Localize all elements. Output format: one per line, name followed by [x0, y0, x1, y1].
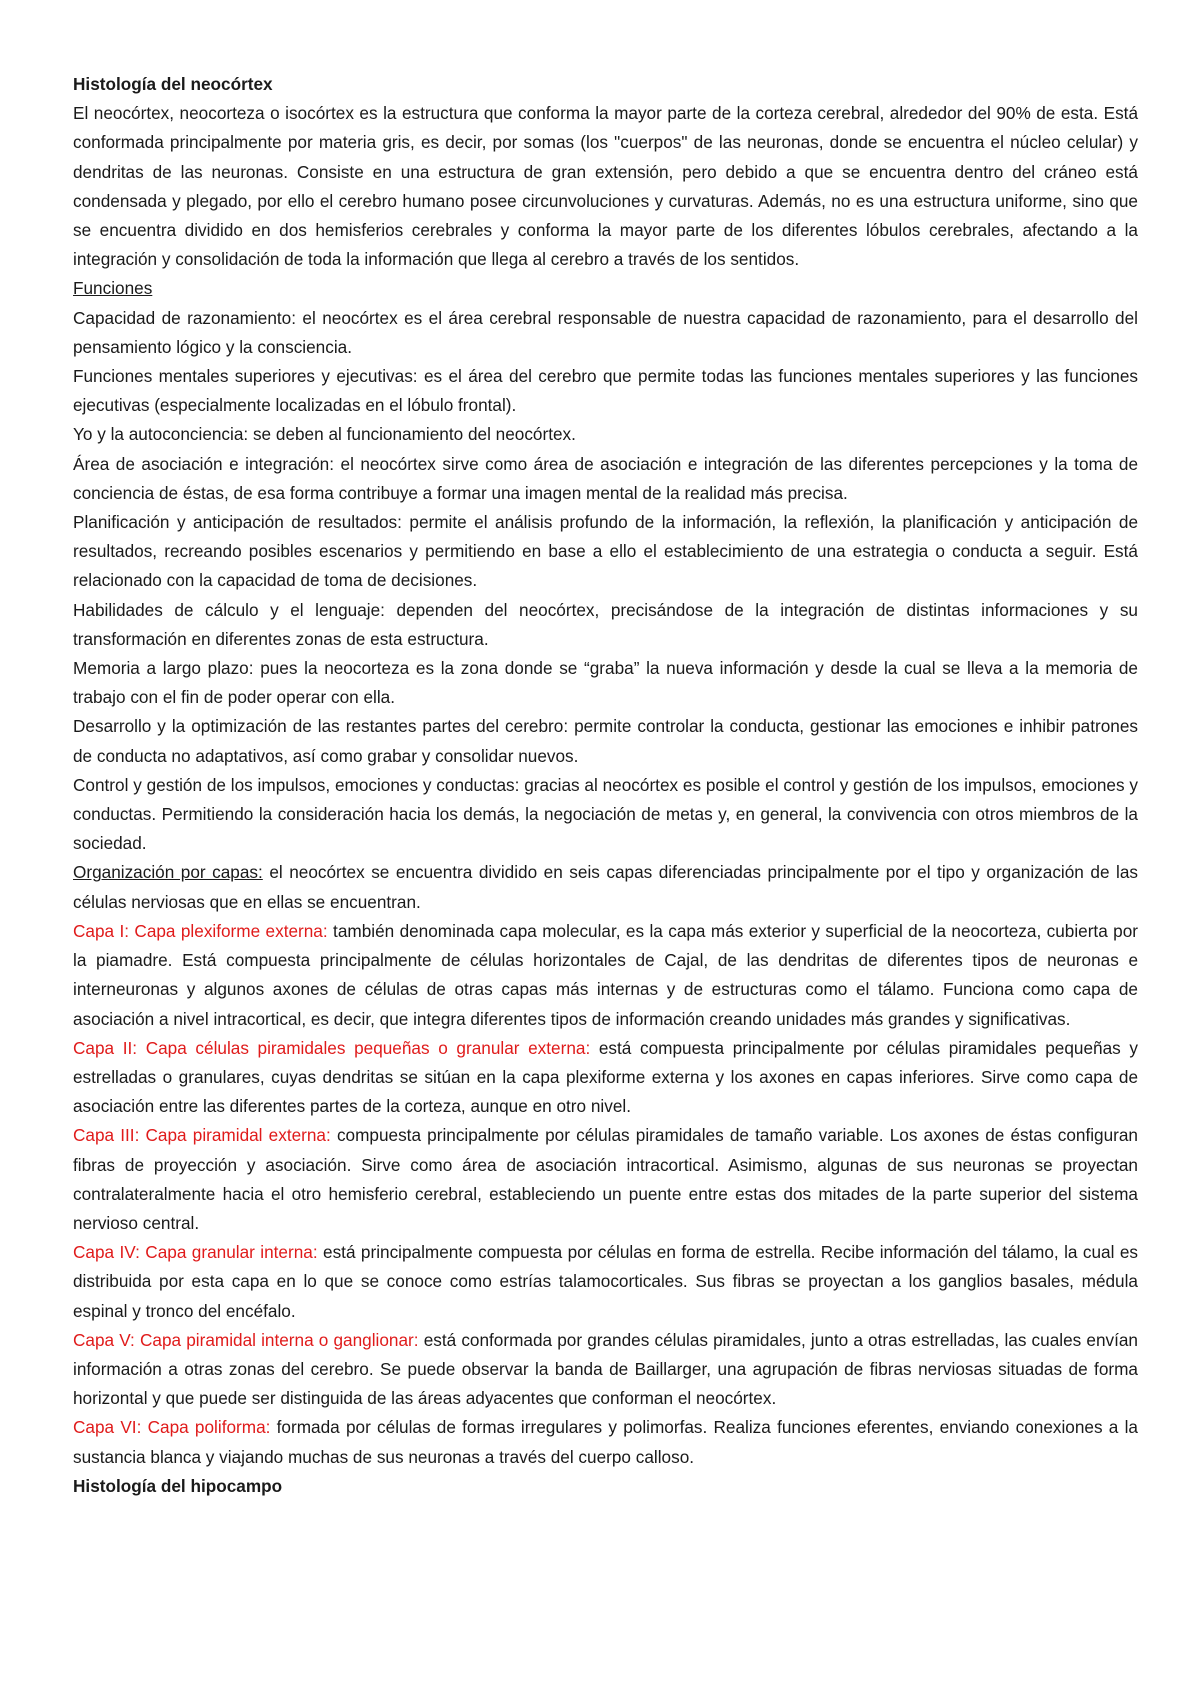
funcion-item: Control y gestión de los impulsos, emociones y conductas: gracias al neocórtex es posible el control y gestión de los impulsos, emociones y conductas. Permitiendo la consideración hacia los demás, la negociación de metas y, en general, la convivencia con otros miembros de la sociedad. [73, 774, 1138, 854]
section-heading-hipocampo: Histología del hipocampo [73, 1475, 283, 1496]
capa-text: está principalmente compuesta por células en forma de estrella. Recibe información del tálamo, la cual es distribuida por esta capa en lo que se conoce como estrías talamocorticales. Sus fibras se proyectan a los ganglios basales, médula espinal y tronco del encéfalo. [73, 1242, 1138, 1321]
funciones-subheading: Funciones [73, 278, 153, 299]
intro-paragraph: El neocórtex, neocorteza o isocórtex es la estructura que conforma la mayor parte de la corteza cerebral, alrededor del 90% de esta. Está conformada principalmente por materia gris, es decir, por somas (los "cuerpos" de las neuronas, donde se encuentra el núcleo celular) y dendritas de las neuronas. Consiste en una estructura de gran extensión, pero debido a que se encuentra dentro del cráneo está condensada y plegado, por ello el cerebro humano posee circunvoluciones y curvaturas. Además, no es una estructura uniforme, sino que se encuentra dividido en dos hemisferios cerebrales y conforma la mayor parte de los diferentes lóbulos cerebrales, afectando a la integración y consolidación de toda la información que llega al cerebro a través de los sentidos. [73, 103, 1138, 270]
capa-label: Capa VI: Capa poliforma: [73, 1417, 271, 1438]
capa-label: Capa I: Capa plexiforme externa: [73, 920, 328, 941]
capa-label: Capa IV: Capa granular interna: [73, 1242, 318, 1263]
capa-paragraph [73, 1413, 1138, 1471]
capa-text: está conformada por grandes células piramidales, junto a otras estrelladas, las cuales envían información a otras zonas del cerebro. Se puede observar la banda de Baillarger, una agrupación de fibras nerviosas situadas de forma horizontal y que puede ser distinguida de las áreas adyacentes que conforman el neocórtex. [73, 1329, 1138, 1409]
capa-label: Capa V: Capa piramidal interna o ganglionar: [73, 1329, 419, 1350]
funcion-item: Memoria a largo plazo: pues la neocorteza es la zona donde se “graba” la nueva información y desde la cual se lleva a la memoria de trabajo con el fin de poder operar con ella. [73, 658, 1138, 708]
capa-label: Capa III: Capa piramidal externa: [73, 1125, 337, 1146]
funcion-item: Yo y la autoconciencia: se deben al funcionamiento del neocórtex. [73, 424, 576, 445]
organizacion-paragraph [73, 858, 1138, 916]
funcion-item: Planificación y anticipación de resultados: permite el análisis profundo de la información, la reflexión, la planificación y anticipación de resultados, recreando posibles escenarios y permitiendo en base a ello el establecimiento de una estrategia o conducta a seguir. Está relacionado con la capacidad de toma de decisiones. [73, 512, 1138, 591]
funcion-item: Funciones mentales superiores y ejecutivas: es el área del cerebro que permite todas las funciones mentales superiores y las funciones ejecutivas (especialmente localizadas en el lóbulo frontal). [73, 366, 1138, 416]
funcion-item: Capacidad de razonamiento: el neocórtex es el área cerebral responsable de nuestra capacidad de razonamiento, para el desarrollo del pensamiento lógico y la consciencia. [73, 307, 1138, 357]
funcion-item: Desarrollo y la optimización de las restantes partes del cerebro: permite controlar la conducta, gestionar las emociones e inhibir patrones de conducta no adaptativos, así como grabar y consolidar nuevos. [73, 716, 1138, 766]
capa-text: también denominada capa molecular, es la capa más exterior y superficial de la neocorteza, cubierta por la piamadre. Está compuesta principalmente de células horizontales de Cajal, de las dendritas de diferentes tipos de neuronas e interneuronas y algunos axones de células de otras capas más internas y de estructuras como el tálamo. Funciona como capa de asociación a nivel intracortical, es decir, que integra diferentes tipos de información creando unidades más grandes y significativas. [73, 920, 1138, 1029]
capa-paragraph [73, 1326, 1138, 1414]
funcion-item: Área de asociación e integración: el neocórtex sirve como área de asociación e integración de las diferentes percepciones y la toma de conciencia de éstas, de esa forma contribuye a formar una imagen mental de la realidad más precisa. [73, 453, 1138, 503]
organizacion-label: Organización por capas: [73, 862, 263, 883]
capa-paragraph [73, 1121, 1138, 1238]
capa-paragraph [73, 917, 1138, 1034]
capa-text: está compuesta principalmente por células piramidales pequeñas y estrelladas o granulares, cuyas dendritas se sitúan en la capa plexiforme externa y los axones en capas inferiores. Sirve como capa de asociación entre las diferentes partes de la corteza, aunque en otro nivel. [73, 1037, 1138, 1117]
section-heading-neocortex: Histología del neocórtex [73, 74, 273, 94]
capa-label: Capa II: Capa células piramidales pequeñas o granular externa: [73, 1037, 591, 1058]
capa-paragraph [73, 1034, 1138, 1122]
capa-text: formada por células de formas irregulares y polimorfas. Realiza funciones eferentes, enviando conexiones a la sustancia blanca y viajando muchas de sus neuronas a través del cuerpo calloso. [73, 1417, 1138, 1467]
funcion-item: Habilidades de cálculo y el lenguaje: dependen del neocórtex, precisándose de la integración de distintas informaciones y su transformación en diferentes zonas de esta estructura. [73, 599, 1138, 649]
capa-text: compuesta principalmente por células piramidales de tamaño variable. Los axones de éstas configuran fibras de proyección y asociación. Sirve como área de asociación intracortical. Asimismo, algunas de sus neuronas se proyectan contralateralmente hacia el otro hemisferio cerebral, estableciendo un puente entre estas dos mitades de la parte superior del sistema nervioso central. [73, 1125, 1138, 1233]
capa-paragraph [73, 1238, 1138, 1326]
organizacion-text: el neocórtex se encuentra dividido en seis capas diferenciadas principalmente por el tipo y organización de las células nerviosas que en ellas se encuentran. [73, 862, 1138, 912]
